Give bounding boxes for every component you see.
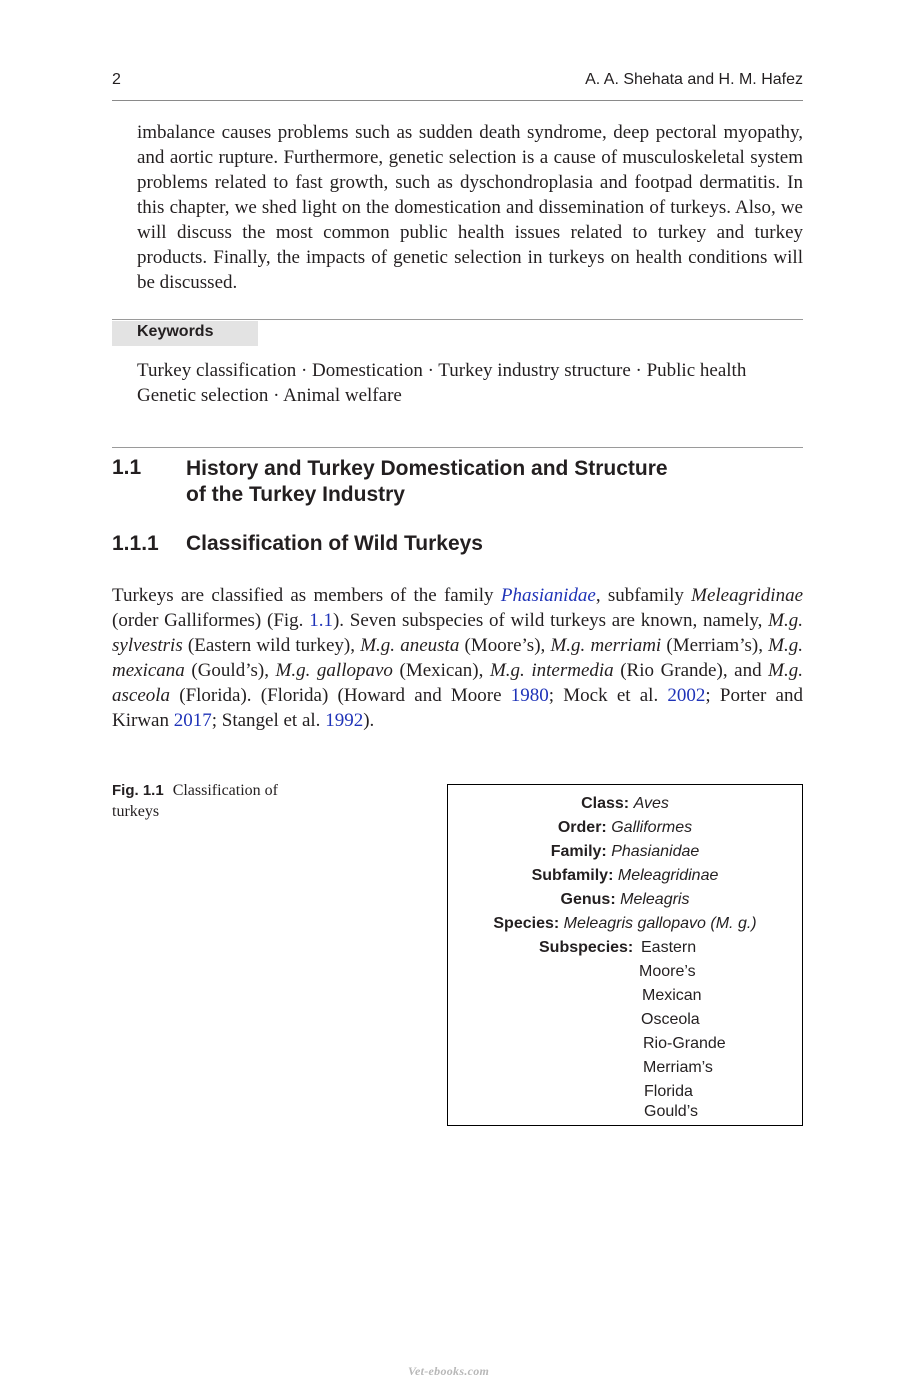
citation-link[interactable]: 1980 — [510, 685, 549, 706]
taxonomy-value: Meleagris gallopavo (M. g.) — [563, 915, 757, 932]
keywords-label-box — [112, 321, 258, 346]
taxonomy-value: Aves — [633, 795, 669, 812]
subspecies-name: M.g. gallopavo — [275, 660, 393, 681]
text-run: (Eastern wild turkey), — [182, 635, 361, 656]
citation-link[interactable]: 2002 — [667, 685, 706, 706]
subspecies-name: M.g. intermedia — [489, 660, 614, 681]
subsection-number: 1.1.1 — [112, 532, 159, 555]
subspecies-name: M.g. mexicana — [112, 635, 803, 681]
page-number: 2 — [112, 71, 121, 88]
subspecies-name: M.g. aneusta — [360, 635, 460, 656]
figure-caption — [112, 780, 327, 822]
subspecies-item: Florida — [644, 1083, 693, 1100]
abstract-paragraph: imbalance causes problems such as sudden death syndrome, deep pectoral myopathy, and aortic rupture. Furthermore, genetic selection is a cause of musculoskeletal system problems related to fast growth, such as dyschondroplasia and footpad dermatitis. In this chapter, we shed light on the domestication and dissemination of turkeys. Also, we will discuss the most common public health issues related to turkey and turkey products. Finally, the impacts of genetic selection in turkeys on health conditions will be discussed. — [137, 122, 803, 293]
text-run: (Gould’s), — [184, 660, 276, 681]
section-rule — [112, 447, 803, 448]
subsection-title: Classification of Wild Turkeys — [186, 532, 483, 555]
text-run: (order Galliformes) (Fig. — [112, 610, 310, 631]
taxonomy-row — [448, 792, 802, 816]
taxonomy-key: Order: — [557, 819, 607, 836]
subspecies-name: M.g. merriami — [550, 635, 662, 656]
watermark-logo: Vet-ebooks.com — [408, 1364, 490, 1378]
subspecies-name: M.g. asceola — [112, 660, 803, 706]
citation-link[interactable]: 2017 — [173, 710, 212, 731]
subspecies-name: M.g. sylvestris — [112, 610, 803, 656]
subfamily-name: Meleagridinae — [691, 585, 803, 606]
family-link[interactable]: Phasianidae — [500, 585, 596, 606]
citation-link[interactable]: 1992 — [325, 710, 364, 731]
section-number: 1.1 — [112, 456, 142, 479]
body-paragraph — [112, 583, 803, 733]
figure-label: Fig. 1.1 — [112, 782, 164, 799]
text-run: , subfamily — [595, 585, 692, 606]
taxonomy-key: Subfamily: — [531, 867, 614, 884]
taxonomy-key: Genus: — [560, 891, 616, 908]
taxonomy-value: Meleagris — [620, 891, 690, 908]
text-run: (Florida). (Florida) (Howard and Moore — [170, 685, 511, 706]
text-run: ). — [363, 710, 375, 731]
text-run: ). Seven subspecies of wild turkeys are known, namely, — [332, 610, 769, 631]
taxonomy-key: Family: — [550, 843, 607, 860]
subspecies-item: Merriam’s — [643, 1059, 713, 1076]
taxonomy-value: Galliformes — [611, 819, 693, 836]
running-head-authors: A. A. Shehata and H. M. Hafez — [585, 71, 803, 88]
text-run: ; Mock et al. — [548, 685, 668, 706]
taxonomy-key: Species: — [493, 915, 560, 932]
text-run: (Moore’s), — [459, 635, 551, 656]
taxonomy-key: Class: — [581, 795, 630, 812]
subspecies-item: Moore’s — [639, 963, 696, 980]
subspecies-item: Rio-Grande — [643, 1035, 726, 1052]
subspecies-item: Mexican — [642, 987, 702, 1004]
figure-caption-text: Classification of turkeys — [112, 782, 278, 820]
keywords-label: Keywords — [137, 323, 214, 340]
subspecies-label-text: Subspecies: — [539, 939, 634, 956]
section-title-line-2: of the Turkey Industry — [186, 483, 405, 506]
section-title — [186, 456, 746, 508]
classification-figure — [447, 784, 803, 1126]
taxonomy-row — [448, 888, 802, 912]
subspecies-item: Osceola — [641, 1011, 700, 1028]
taxonomy-value: Meleagridinae — [617, 867, 719, 884]
text-run: (Mexican), — [392, 660, 490, 681]
keywords-line-1: Turkey classification · Domestication · Turkey industry structure · Public health — [137, 360, 747, 381]
text-run: ; Stangel et al. — [211, 710, 326, 731]
taxonomy-row — [448, 912, 802, 936]
text-run: (Rio Grande), and — [613, 660, 769, 681]
section-title-line-1: History and Turkey Domestication and Structure — [186, 457, 668, 480]
figure-reference-link[interactable]: 1.1 — [309, 610, 333, 631]
taxonomy-value: Phasianidae — [611, 843, 700, 860]
taxonomy-row — [448, 816, 802, 840]
header-rule — [112, 100, 803, 101]
text-run: (Merriam’s), — [661, 635, 769, 656]
taxonomy-row — [448, 840, 802, 864]
taxonomy-row — [448, 864, 802, 888]
text-run: ; Porter and Kirwan — [112, 685, 803, 731]
keywords-line-2: Genetic selection · Animal welfare — [137, 385, 402, 406]
subspecies-label — [539, 936, 633, 960]
subspecies-item: Gould’s — [644, 1103, 698, 1120]
keywords-rule — [112, 319, 803, 320]
text-run: Turkeys are classified as members of the family — [112, 585, 501, 606]
keywords-list — [137, 358, 803, 408]
subspecies-item: Eastern — [641, 939, 697, 956]
